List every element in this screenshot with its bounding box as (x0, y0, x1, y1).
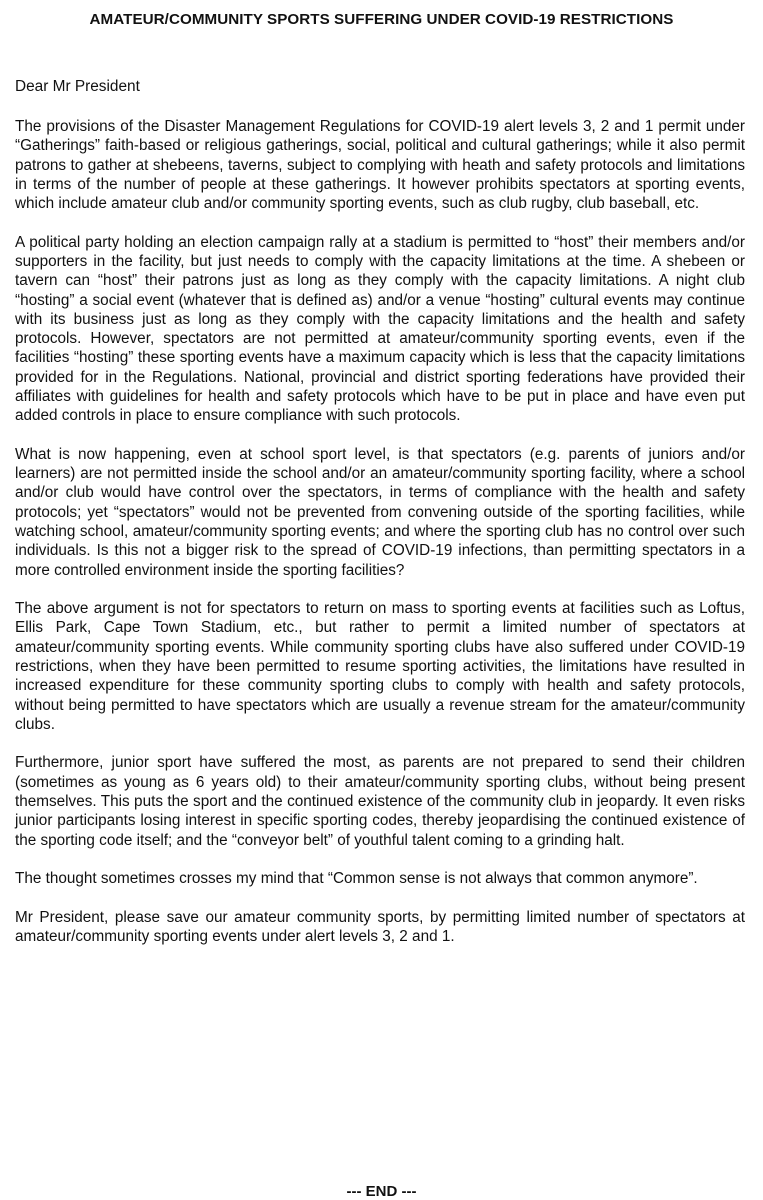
paragraph-common-sense: The thought sometimes crosses my mind that “Common sense is not always that common anymore”. (15, 870, 698, 888)
letter-body (15, 117, 745, 965)
paragraph-argument: The above argument is not for spectators to return on mass to sporting events at facilities such as Loftus, Ellis Park, Cape Town Stadium, etc., but rather to permit a limited number of spectators at amateur/community sporting events. While community sporting clubs have also suffered under COVID-19 restrictions, when they have been permitted to resume sporting activities, the limitations have resulted in increased expenditure for these community sporting clubs to comply with health and safety protocols, without being permitted to have spectators which are usually a revenue stream for the amateur/community clubs. (15, 600, 745, 733)
paragraph-school-sport: What is now happening, even at school sport level, is that spectators (e.g. parents of juniors and/or learners) are not permitted inside the school and/or an amateur/community sporting facility, where a school and/or club would have control over the spectators, in terms of compliance with the health and safety protocols; yet “spectators” would not be prevented from convening outside of the sporting facilities, while watching school, amateur/community sporting events; and where the sporting club has no control over such individuals. Is this not a bigger risk to the spread of COVID-19 infections, than permitting spectators in a more controlled environment inside the sporting facilities? (15, 445, 745, 579)
paragraph-regulations: The provisions of the Disaster Management Regulations for COVID-19 alert levels 3, 2 and 1 permit under “Gatherings” faith-based or religious gatherings, social, political and cultural gatherings; while it also permit patrons to gather at shebeens, taverns, subject to complying with heath and safety protocols and limitations in terms of the number of people at these gatherings. It however prohibits spectators at sporting events, which include amateur club and/or community sporting events, such as club rugby, club baseball, etc. (15, 118, 745, 213)
document-title: AMATEUR/COMMUNITY SPORTS SUFFERING UNDER COVID-19 RESTRICTIONS (89, 11, 674, 28)
paragraph-junior-sport: Furthermore, junior sport have suffered the most, as parents are not prepared to send their children (sometimes as young as 6 years old) to their amateur/community sporting clubs, without being present themselves. This puts the sport and the continued existence of the community club in jeopardy. It even risks junior participants losing interest in specific sporting codes, thereby jeopardising the continued existence of the sporting code itself; and the “conveyor belt” of youthful talent coming to a grinding halt. (15, 754, 745, 849)
end-marker: --- END --- (346, 1183, 417, 1200)
salutation: Dear Mr President (15, 78, 140, 95)
paragraph-appeal: Mr President, please save our amateur community sports, by permitting limited number of spectators at amateur/community sporting events under alert levels 3, 2 and 1. (15, 908, 745, 945)
paragraph-comparison: A political party holding an election campaign rally at a stadium is permitted to “host” their members and/or supporters in the facility, but just needs to comply with the capacity limitations at the time. A shebeen or tavern can “host” their patrons just as long as they comply with the capacity limitations. A night club “hosting” a social event (whatever that is defined as) and/or a venue “hosting” cultural events may continue with its business just as long as they comply with the capacity limitations and the health and safety protocols. However, spectators are not permitted at amateur/community sporting events, even if the facilities “hosting” these sporting events have a maximum capacity which is less that the capacity limitations provided for in the Regulations. National, provincial and district sporting federations have provided their affiliates with guidelines for health and safety protocols which have to be put in place and have even put added controls in place to ensure compliance with such protocols. (15, 233, 745, 425)
